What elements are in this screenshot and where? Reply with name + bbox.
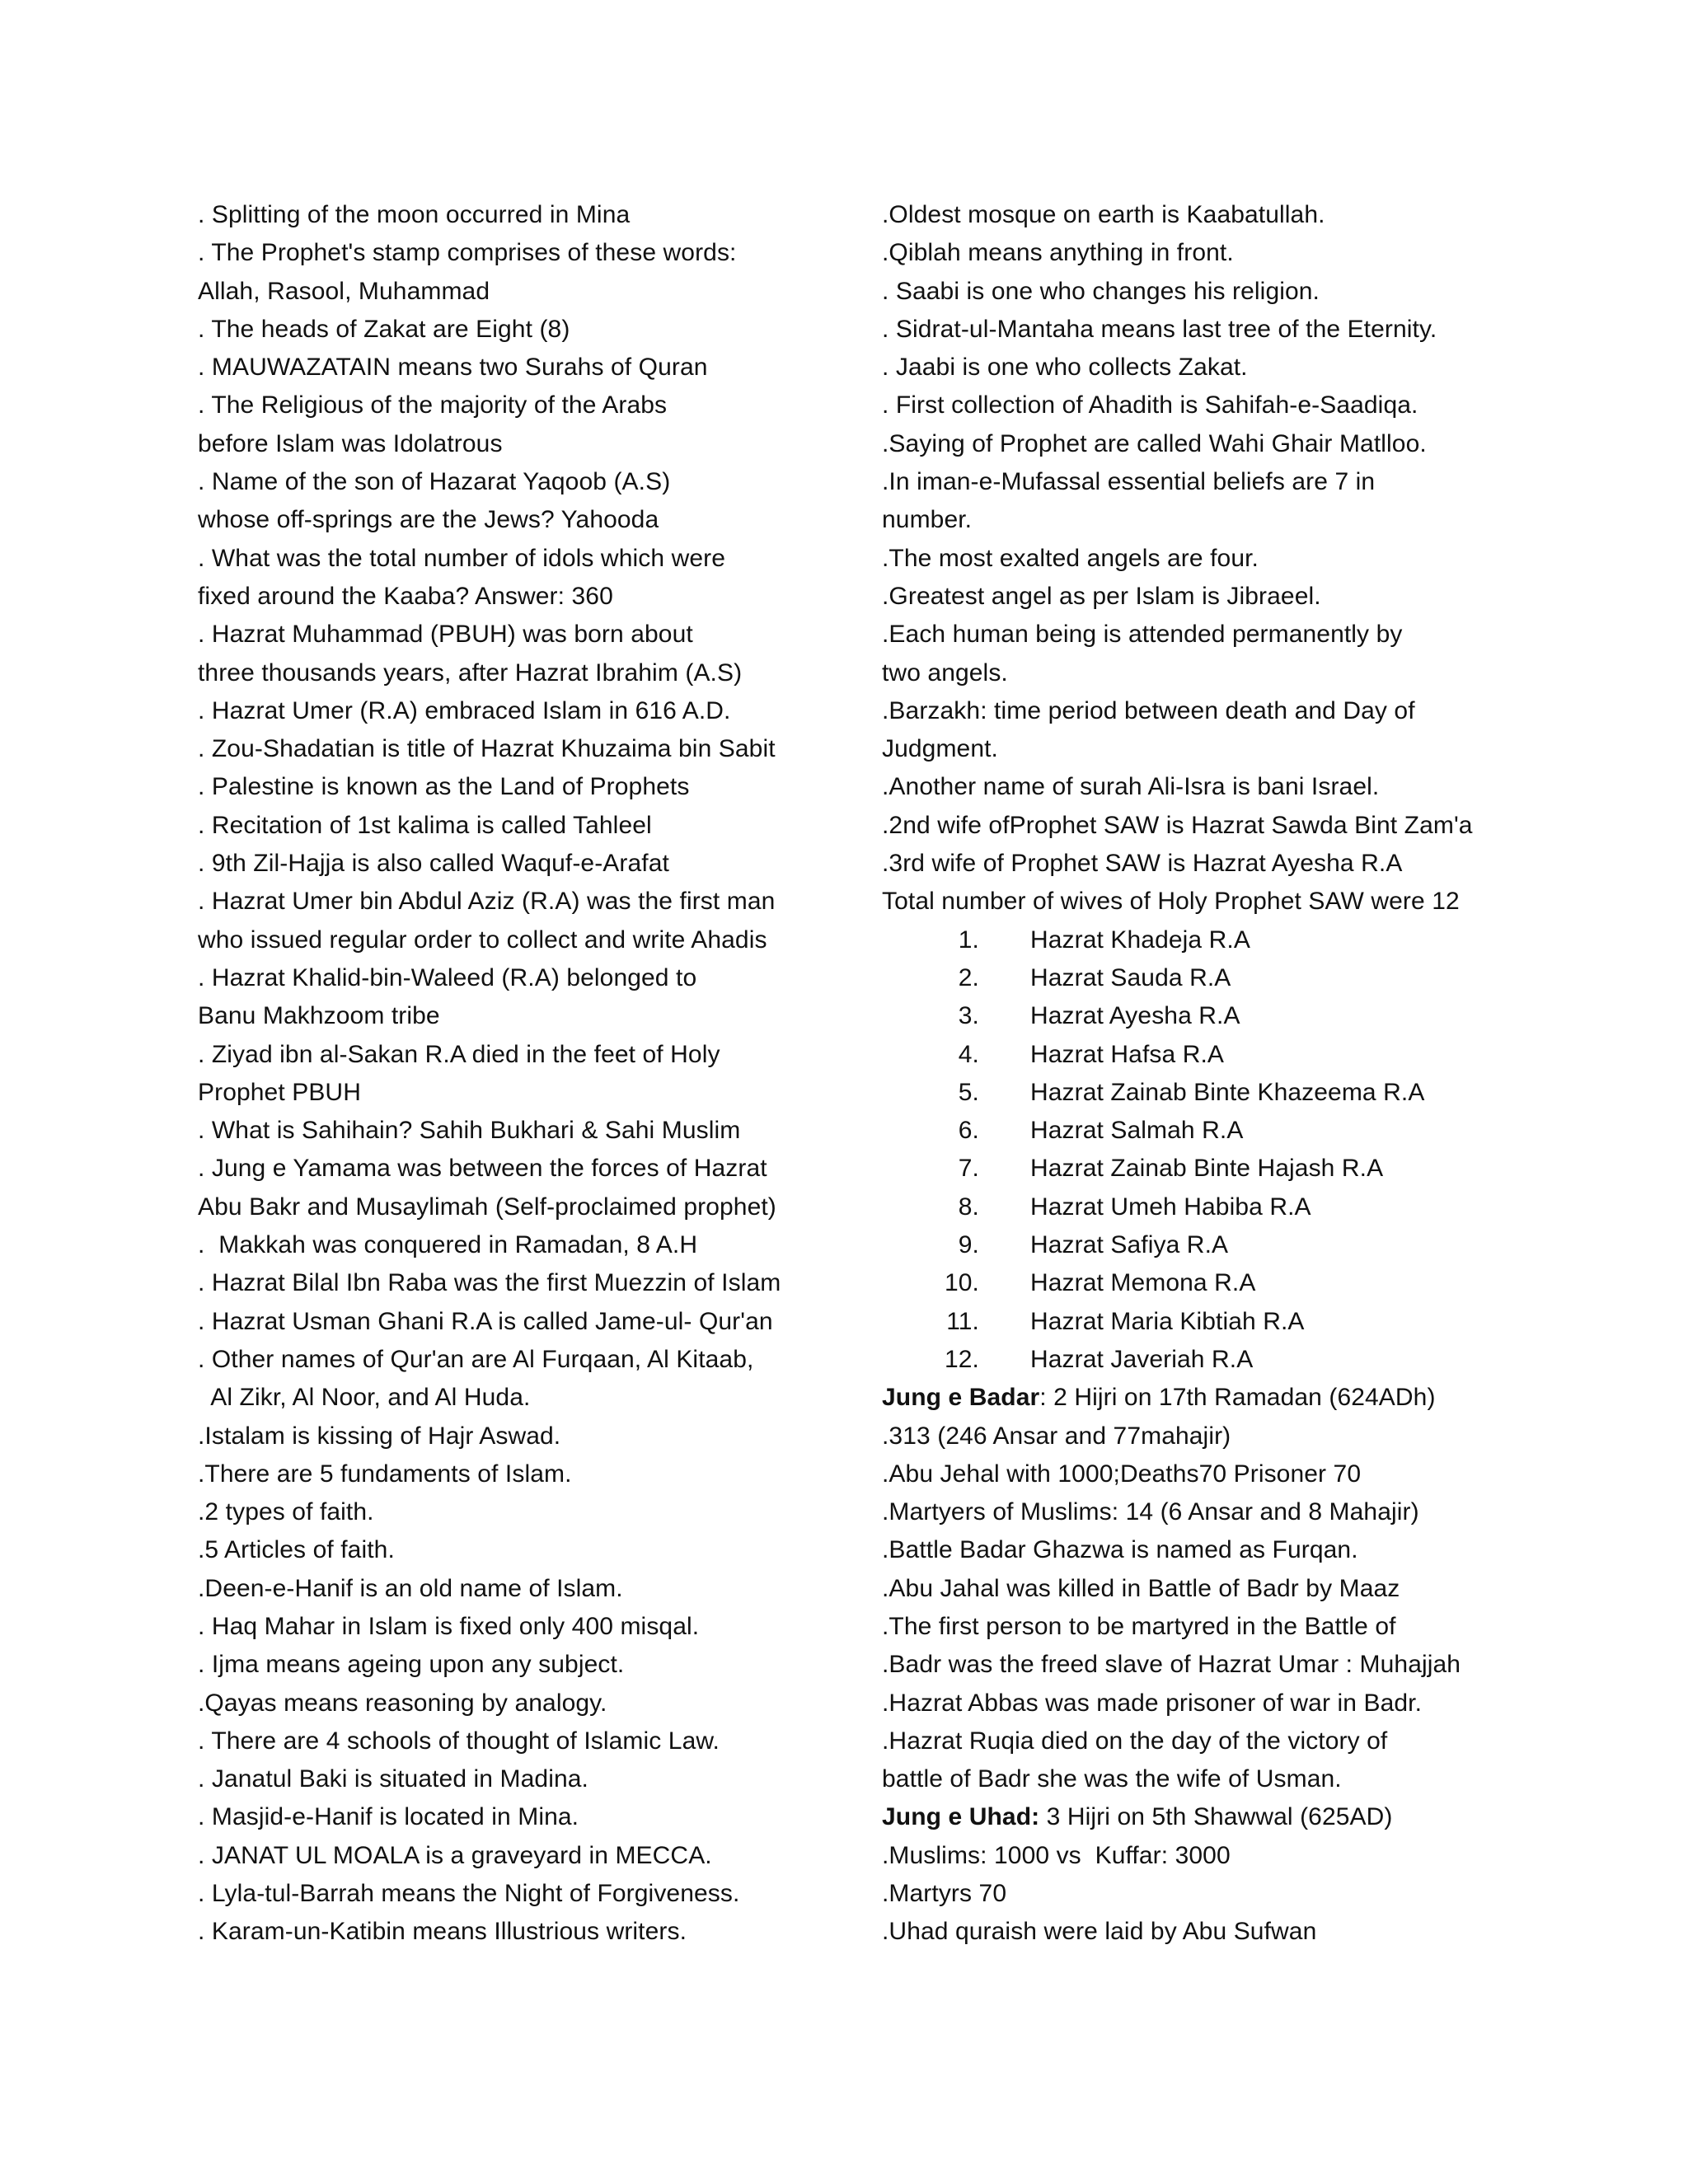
- list-number: 5.: [958, 1078, 979, 1106]
- fact-line: .2 types of faith.: [198, 1498, 374, 1526]
- wife-list-item: [882, 997, 1508, 1035]
- fact-line: Banu Makhzoom tribe: [198, 1002, 440, 1030]
- fact-line: . Saabi is one who changes his religion.: [882, 277, 1320, 305]
- wife-name: Hazrat Umeh Habiba R.A: [1030, 1193, 1311, 1221]
- wife-name: Hazrat Javeriah R.A: [1030, 1345, 1254, 1373]
- fact-line: .Martyers of Muslims: 14 (6 Ansar and 8 Mahajir): [882, 1498, 1419, 1526]
- fact-line: .Each human being is attended permanently by: [882, 621, 1403, 649]
- fact-line: .Oldest mosque on earth is Kaabatullah.: [882, 201, 1325, 228]
- fact-line: .Saying of Prophet are called Wahi Ghair Matlloo.: [882, 429, 1427, 457]
- fact-line: battle of Badr she was the wife of Usman.: [882, 1765, 1342, 1793]
- wife-name: Hazrat Safiya R.A: [1030, 1231, 1229, 1259]
- wife-list-item: [882, 1188, 1508, 1226]
- wife-name: Hazrat Zainab Binte Hajash R.A: [1030, 1155, 1384, 1183]
- wife-list-item: [882, 959, 1508, 997]
- fact-line: . Hazrat Umer bin Abdul Aziz (R.A) was the first man: [198, 888, 776, 916]
- fact-line: . First collection of Ahadith is Sahifah-e-Saadiqa.: [882, 391, 1418, 419]
- wife-list-item: [882, 1150, 1508, 1188]
- section-subtitle: 3 Hijri on 5th Shawwal (625AD): [1039, 1803, 1393, 1831]
- fact-line: . Haq Mahar in Islam is fixed only 400 misqal.: [198, 1612, 700, 1640]
- fact-line: Judgment.: [882, 735, 998, 763]
- fact-line: . Splitting of the moon occurred in Mina: [198, 201, 631, 228]
- fact-line: .In iman-e-Mufassal essential beliefs are 7 in: [882, 468, 1376, 496]
- fact-line: . Zou-Shadatian is title of Hazrat Khuzaima bin Sabit: [198, 735, 776, 763]
- fact-line: . Hazrat Umer (R.A) embraced Islam in 616 A.D.: [198, 696, 731, 724]
- fact-line: .Abu Jehal with 1000;Deaths70 Prisoner 70: [882, 1460, 1362, 1488]
- fact-line: . JANAT UL MOALA is a graveyard in MECCA.: [198, 1841, 712, 1869]
- fact-line: . Hazrat Muhammad (PBUH) was born about: [198, 621, 693, 649]
- list-number: 6.: [958, 1117, 979, 1145]
- fact-line: . Lyla-tul-Barrah means the Night of Forgiveness.: [198, 1880, 740, 1908]
- fact-line: .Barzakh: time period between death and Day of: [882, 696, 1415, 724]
- fact-line: . Hazrat Bilal Ibn Raba was the first Muezzin of Islam: [198, 1269, 781, 1297]
- wife-list-item: [882, 1264, 1508, 1302]
- fact-line: . The Prophet's stamp comprises of these words:: [198, 239, 737, 267]
- wife-list-item: [882, 1341, 1508, 1379]
- list-number: 10.: [944, 1269, 979, 1297]
- fact-line: . Ziyad ibn al-Sakan R.A died in the feet of Holy: [198, 1040, 720, 1068]
- wife-list-item: [882, 1303, 1508, 1341]
- fact-line: .Qayas means reasoning by analogy.: [198, 1689, 607, 1717]
- fact-line: .Deen-e-Hanif is an old name of Islam.: [198, 1574, 623, 1602]
- fact-line: .Badr was the freed slave of Hazrat Umar : Muhajjah: [882, 1651, 1461, 1679]
- wife-name: Hazrat Maria Kibtiah R.A: [1030, 1307, 1305, 1335]
- badar-heading: [882, 1379, 1508, 1417]
- wife-name: Hazrat Zainab Binte Khazeema R.A: [1030, 1078, 1425, 1106]
- fact-line: whose off-springs are the Jews? Yahooda: [198, 506, 659, 534]
- list-number: 11.: [946, 1307, 979, 1335]
- section-subtitle: : 2 Hijri on 17th Ramadan (624ADh): [1039, 1384, 1436, 1412]
- fact-line: . MAUWAZATAIN means two Surahs of Quran: [198, 354, 708, 382]
- list-number: 7.: [958, 1155, 979, 1183]
- fact-line: Prophet PBUH: [198, 1078, 361, 1106]
- fact-line: . What was the total number of idols which were: [198, 544, 725, 572]
- fact-line: . Janatul Baki is situated in Madina.: [198, 1765, 588, 1793]
- fact-line: .Battle Badar Ghazwa is named as Furqan.: [882, 1536, 1358, 1564]
- fact-line: . Makkah was conquered in Ramadan, 8 A.H: [198, 1231, 698, 1259]
- list-number: 1.: [958, 926, 979, 954]
- fact-line: . Karam-un-Katibin means Illustrious writers.: [198, 1918, 687, 1946]
- fact-line: . Name of the son of Hazarat Yaqoob (A.S): [198, 468, 671, 496]
- wife-name: Hazrat Ayesha R.A: [1030, 1002, 1240, 1030]
- list-number: 9.: [958, 1231, 979, 1259]
- fact-line: number.: [882, 506, 973, 534]
- wife-list-item: [882, 1074, 1508, 1112]
- fact-line: .Another name of surah Ali-Isra is bani Israel.: [882, 773, 1380, 801]
- fact-line: . Recitation of 1st kalima is called Tahleel: [198, 811, 652, 839]
- fact-line: .There are 5 fundaments of Islam.: [198, 1460, 572, 1488]
- wife-name: Hazrat Hafsa R.A: [1030, 1040, 1225, 1068]
- fact-line: before Islam was Idolatrous: [198, 429, 503, 457]
- fact-line: .Qiblah means anything in front.: [882, 239, 1234, 267]
- section-title: Jung e Badar: [882, 1384, 1040, 1412]
- wife-name: Hazrat Memona R.A: [1030, 1269, 1256, 1297]
- fact-line: .Hazrat Abbas was made prisoner of war in Badr.: [882, 1689, 1423, 1717]
- fact-line: .Abu Jahal was killed in Battle of Badr by Maaz: [882, 1574, 1400, 1602]
- fact-line: .Uhad quraish were laid by Abu Sufwan: [882, 1918, 1317, 1946]
- fact-line: .3rd wife of Prophet SAW is Hazrat Ayesha R.A: [882, 850, 1403, 878]
- fact-line: .2nd wife ofProphet SAW is Hazrat Sawda Bint Zam'a: [882, 811, 1473, 839]
- fact-line: .The first person to be martyred in the Battle of: [882, 1612, 1396, 1640]
- fact-line: . Hazrat Usman Ghani R.A is called Jame-ul- Qur'an: [198, 1307, 773, 1335]
- uhad-heading: [882, 1798, 1508, 1836]
- wife-name: Hazrat Sauda R.A: [1030, 963, 1231, 991]
- wife-list-item: [882, 1036, 1508, 1074]
- list-number: 12.: [944, 1345, 979, 1373]
- list-number: 8.: [958, 1193, 979, 1221]
- fact-line: . The heads of Zakat are Eight (8): [198, 315, 570, 343]
- fact-line: Allah, Rasool, Muhammad: [198, 277, 490, 305]
- fact-line: . Ijma means ageing upon any subject.: [198, 1651, 625, 1679]
- fact-line: . What is Sahihain? Sahih Bukhari & Sahi Muslim: [198, 1117, 741, 1145]
- fact-line: .Istalam is kissing of Hajr Aswad.: [198, 1422, 561, 1450]
- fact-line: . Masjid-e-Hanif is located in Mina.: [198, 1803, 579, 1831]
- fact-line: . Palestine is known as the Land of Prophets: [198, 773, 690, 801]
- fact-line: . Sidrat-ul-Mantaha means last tree of the Eternity.: [882, 315, 1437, 343]
- fact-line: .Martyrs 70: [882, 1880, 1007, 1908]
- fact-line: .5 Articles of faith.: [198, 1536, 395, 1564]
- fact-line: fixed around the Kaaba? Answer: 360: [198, 582, 613, 610]
- fact-line: . There are 4 schools of thought of Islamic Law.: [198, 1727, 720, 1755]
- wife-list-item: [882, 921, 1508, 959]
- fact-line: two angels.: [882, 658, 1008, 687]
- section-title: Jung e Uhad:: [882, 1803, 1040, 1831]
- fact-line: . Other names of Qur'an are Al Furqaan, Al Kitaab,: [198, 1345, 754, 1373]
- list-number: 4.: [958, 1040, 979, 1068]
- list-number: 3.: [958, 1002, 979, 1030]
- wife-name: Hazrat Khadeja R.A: [1030, 926, 1250, 954]
- fact-line: .The most exalted angels are four.: [882, 544, 1259, 572]
- fact-line: . Jaabi is one who collects Zakat.: [882, 354, 1248, 382]
- fact-line: .313 (246 Ansar and 77mahajir): [882, 1422, 1231, 1450]
- wife-list-item: [882, 1112, 1508, 1150]
- left-column: [198, 196, 857, 1952]
- wife-list-item: [882, 1226, 1508, 1264]
- fact-line: . 9th Zil-Hajja is also called Waquf-e-Arafat: [198, 850, 669, 878]
- fact-line: . Hazrat Khalid-bin-Waleed (R.A) belonged to: [198, 963, 697, 991]
- fact-line: .Muslims: 1000 vs Kuffar: 3000: [882, 1841, 1231, 1869]
- fact-line: Al Zikr, Al Noor, and Al Huda.: [198, 1384, 531, 1412]
- fact-line: Total number of wives of Holy Prophet SAW were 12: [882, 888, 1460, 916]
- fact-line: .Greatest angel as per Islam is Jibraeel.: [882, 582, 1321, 610]
- fact-line: . Jung e Yamama was between the forces of Hazrat: [198, 1155, 767, 1183]
- list-number: 2.: [958, 963, 979, 991]
- fact-line: who issued regular order to collect and write Ahadis: [198, 926, 767, 954]
- fact-line: three thousands years, after Hazrat Ibrahim (A.S): [198, 658, 743, 687]
- right-column: [882, 196, 1508, 1952]
- wife-name: Hazrat Salmah R.A: [1030, 1117, 1244, 1145]
- fact-line: . The Religious of the majority of the Arabs: [198, 391, 668, 419]
- fact-line: Abu Bakr and Musaylimah (Self-proclaimed prophet): [198, 1193, 776, 1221]
- fact-line: .Hazrat Ruqia died on the day of the victory of: [882, 1727, 1388, 1755]
